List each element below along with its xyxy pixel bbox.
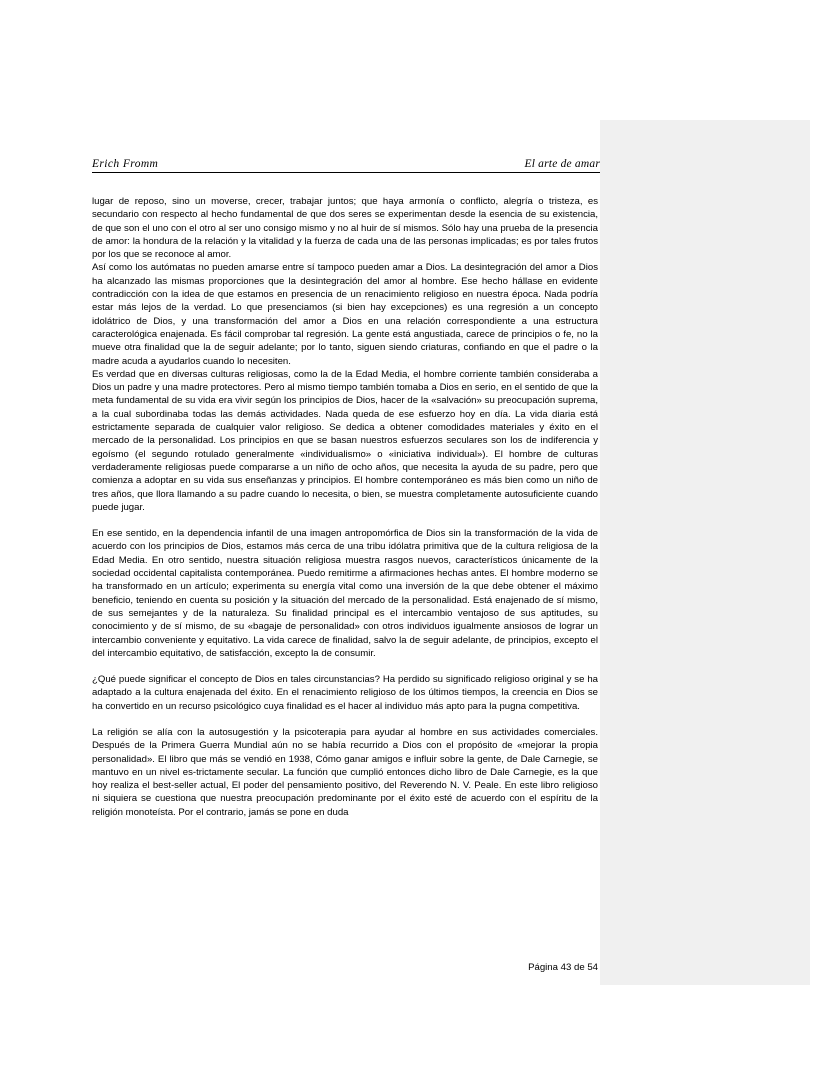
document-body	[92, 195, 598, 819]
page-footer	[92, 962, 598, 973]
header-author: Erich Fromm	[92, 158, 159, 170]
body-paragraph: En ese sentido, en la dependencia infantil de una imagen antropomórfica de Dios sin la transformación de la vida de acuerdo con los principios de Dios, estamos más cerca de una tribu idólatra primitiva que de la cultura religiosa de la Edad Media. En otro sentido, nuestra situación religiosa muestra rasgos nuevos, característicos únicamente de la sociedad occidental capitalista contemporánea. Puedo remitirme a afirmaciones hechas antes. El hombre moderno se ha transformado en un artículo; experimenta su energía vital como una inversión de la que debe obtener el máximo beneficio, teniendo en cuenta su posición y la situación del mercado de la personalidad. Está enajenado de sí mismo, de sus semejantes y de la naturaleza. Su finalidad principal es el intercambio ventajoso de sus aptitudes, su conocimiento y de sí mismo, de su «bagaje de personalidad» con otros individuos igualmente ansiosos de lograr un intercambio conveniente y equitativo. La vida carece de finalidad, salvo la de seguir adelante, de principios, excepto el del intercambio equitativo, de satisfacción, excepto la de consumir.	[92, 528, 598, 659]
body-paragraph: ¿Qué puede significar el concepto de Dios en tales circunstancias? Ha perdido su significado religioso original y se ha adaptado a la cultura enajenada del éxito. En el renacimiento religioso de los últimos tiempos, la creencia en Dios se ha convertido en un recurso psicológico cuya finalidad es el hacer al individuo más apto para la pugna competitiva.	[92, 674, 598, 712]
header-title: El arte de amar	[524, 158, 600, 170]
body-paragraph: La religión se alía con la autosugestión y la psicoterapia para ayudar al hombre en sus actividades comerciales. Después de la Primera Guerra Mundial aún no se había recurrido a Dios con el propósito de «mejorar la propia personalidad». El libro que más se vendió en 1938, Cómo ganar amigos e influir sobre la gente, de Dale Carnegie, se mantuvo en un nivel es-trictamente secular. La función que cumplió entonces dicho libro de Dale Carnegie, es la que hoy realiza el best-seller actual, El poder del pensamiento positivo, del Reverendo N. V. Peale. En este libro religioso ni siquiera se cuestiona que nuestra preocupación predominante por el éxito esté de acuerdo con el espíritu de la religión monoteísta. Por el contrario, jamás se pone en duda	[92, 726, 598, 818]
body-paragraph: lugar de reposo, sino un moverse, crecer, trabajar juntos; que haya armonía o conflicto, alegría o tristeza, es secundario con respecto al hecho fundamental de que dos seres se experimentan desde la esencia de su existencia, de que son el uno con el otro al ser uno consigo mismo y no al huir de sí mismos. Sólo hay una prueba de la presencia de amor: la hondura de la relación y la vitalidad y la fuerza de cada una de las personas implicadas; es por tales frutos por los que se reconoce al amor.	[92, 196, 598, 261]
page-header	[92, 158, 600, 173]
body-paragraph: Es verdad que en diversas culturas religiosas, como la de la Edad Media, el hombre corriente también consideraba a Dios un padre y una madre protectores. Pero al mismo tiempo también tomaba a Dios en serio, en el sentido de que la meta fundamental de su vida era vivir según los principios de Dios, hacer de la «salvación» su preocupación suprema, a la cual subordinaba todas las demás actividades. Nada queda de ese esfuerzo hoy en día. La vida diaria está estrictamente separada de cualquier valor religioso. Se dedica a obtener comodidades materiales y éxito en el mercado de la personalidad. Los principios en que se basan nuestros esfuerzos seculares son los de indiferencia y egoísmo (el segundo rotulado generalmente «individualismo» o «iniciativa individual»). El hombre de culturas verdaderamente religiosas puede compararse a un niño de ocho años, que necesita la ayuda de su padre, pero que comienza a adoptar en su vida sus enseñanzas y principios. El hombre contemporáneo es más bien como un niño de tres años, que llora llamando a su padre cuando lo necesita, o bien, se muestra completamente autosuficiente cuando puede jugar.	[92, 368, 598, 513]
body-paragraph: Así como los autómatas no pueden amarse entre sí tampoco pueden amar a Dios. La desintegración del amor a Dios ha alcanzado las mismas proporciones que la desintegración del amor al hombre. Ese hecho hállase en evidente contradicción con la idea de que estamos en presencia de un renacimiento religioso en nuestra época. Nada podría estar más lejos de la verdad. Lo que presenciamos (si bien hay excepciones) es una regresión a un concepto idolátrico de Dios, y una transformación del amor a Dios en una relación correspondiente a una estructura caracterológica enajenada. Es fácil comprobar tal regresión. La gente está angustiada, carece de principios o fe, no la mueve otra finalidad que la de seguir adelante; por lo tanto, siguen siendo criaturas, confiando en que el padre o la madre acuda a ayudarlos cuando lo necesiten.	[92, 262, 598, 367]
page-number-label: Página 43 de 54	[528, 962, 598, 973]
